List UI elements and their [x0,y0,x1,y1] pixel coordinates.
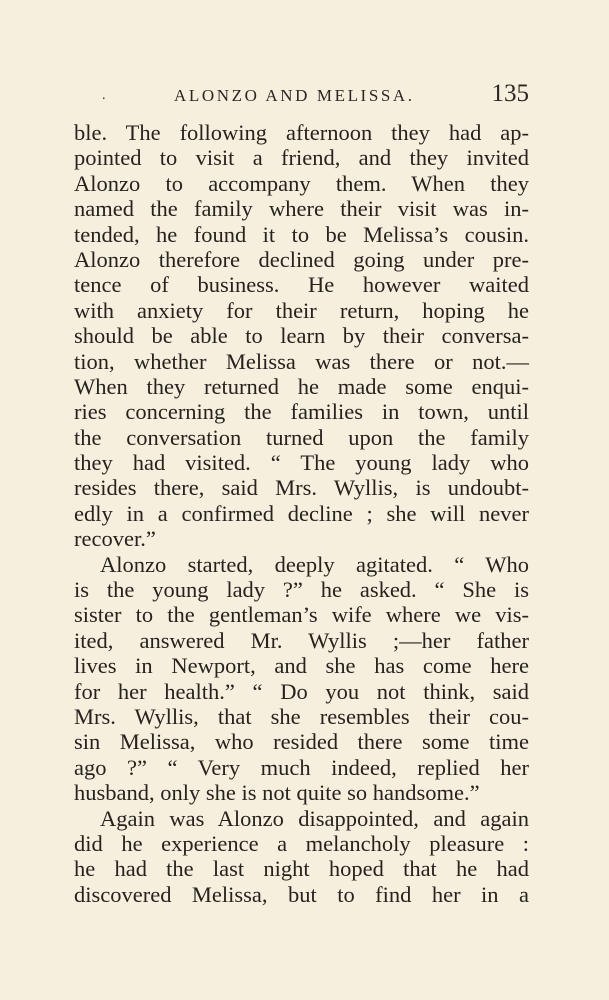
text-line: pointed to visit a friend, and they invited [74,145,529,171]
text-line: sin Melissa, who resided there some time [74,729,529,755]
text-line: for her health.” “ Do you not think, said [74,678,529,704]
text-line: ago ?” “ Very much indeed, replied her [74,754,529,780]
text-line: sister to the gentleman’s wife where we vis- [74,602,529,628]
page-number: 135 [491,80,529,107]
text-line: lives in Newport, and she has come here [74,653,529,679]
running-head-dot: . [102,88,106,103]
text-line: tion, whether Melissa was there or not.— [74,348,529,374]
text-line: When they returned he made some enqui- [74,373,529,399]
text-line: tended, he found it to be Melissa’s cousin. [74,221,529,247]
text-line: Alonzo therefore declined going under pre- [74,246,529,272]
running-head-title: ALONZO AND MELISSA. [174,86,415,105]
text-line: did he experience a melancholy pleasure : [74,830,529,856]
text-line: resides there, said Mrs. Wyllis, is undoubt- [74,475,529,501]
text-line: named the family where their visit was in- [74,196,529,222]
text-line: tence of business. He however waited [74,272,529,298]
text-line: ble. The following afternoon they had ap- [74,120,529,145]
text-line: husband, only she is not quite so handsome.” [74,780,480,806]
text-line: edly in a confirmed decline ; she will never [74,500,529,526]
text-line: Again was Alonzo disappointed, and again [100,805,529,831]
text-line: is the young lady ?” he asked. “ She is [74,577,529,603]
text-line: the conversation turned upon the family [74,424,529,450]
text-line: Alonzo to accompany them. When they [74,170,529,196]
text-line: discovered Melissa, but to find her in a [74,881,529,907]
text-line: ries concerning the families in town, until [74,399,529,425]
text-line: Mrs. Wyllis, that she resembles their cou- [74,703,529,729]
text-line: ited, answered Mr. Wyllis ;—her father [74,627,529,653]
text-line: he had the last night hoped that he had [74,856,529,882]
running-head [74,80,529,110]
text-line: Alonzo started, deeply agitated. “ Who [100,551,529,577]
text-line: should be able to learn by their conversa- [74,323,529,349]
text-line: they had visited. “ The young lady who [74,450,529,476]
text-line: recover.” [74,526,156,552]
text-line: with anxiety for their return, hoping he [74,297,529,323]
body-text [74,120,529,907]
